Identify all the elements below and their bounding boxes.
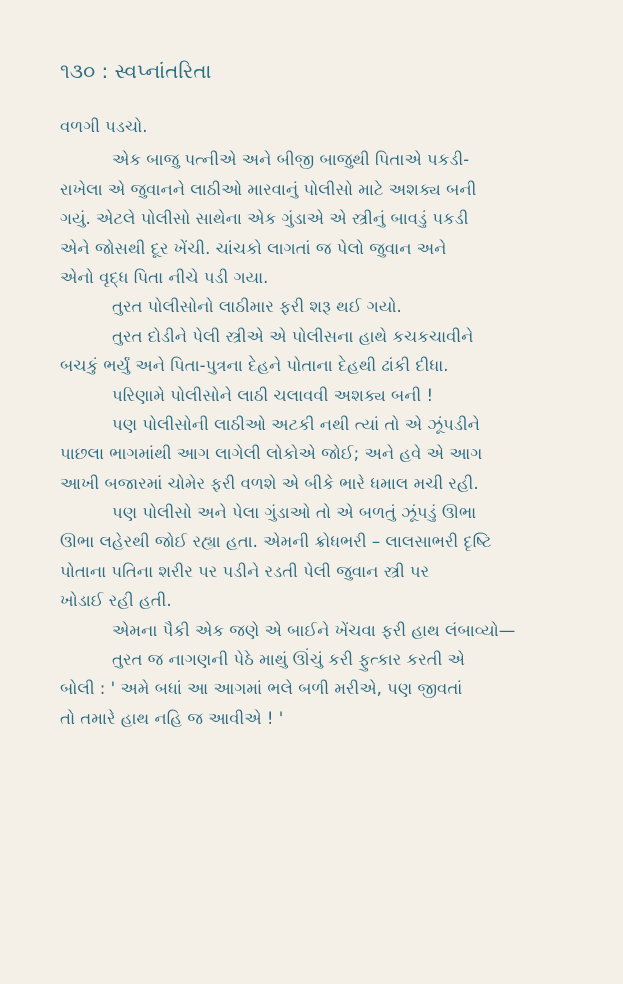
text-line: ખોડાઈ રહી હતી. bbox=[60, 591, 172, 611]
text-line: બચકું ભર્યું અને પિતા-પુત્રના દેહને પોતાના દેહથી ઢાંકી દીધા. bbox=[60, 356, 449, 376]
running-head: ૧૩૦ : સ્વપ્નાંતરિતા bbox=[60, 59, 212, 83]
text-line: તો તમારે હાથ નહિ જ આવીએ ! ' bbox=[60, 708, 284, 728]
text-line: વળગી પડચો. bbox=[60, 117, 148, 136]
text-line: પણ પોલીસો અને પેલા ગુંડાઓ તો એ બળતું ઝૂંપડું ઊભા bbox=[112, 503, 477, 523]
text-line: રાખેલા એ જુવાનને લાઠીઓ મારવાનું પોલીસો માટે અશક્ય બની bbox=[60, 179, 477, 199]
text-line: તુરત જ નાગણની પેઠે માથું ઊંચું કરી ફુત્કાર કરતી એ bbox=[112, 650, 465, 670]
text-line: ગયું. એટલે પોલીસો સાથેના એક ગુંડાએ એ સ્ત્રીનું બાવડું પકડી bbox=[60, 209, 469, 229]
text-line: તુરત દોડીને પેલી સ્ત્રીએ એ પોલીસના હાથે કચકચાવીને bbox=[112, 326, 474, 346]
text-line: એને જોસથી દૂર ખેંચી. ચાંચકો લાગતાં જ પેલો જુવાન અને bbox=[60, 238, 447, 258]
text-line: બોલી : ' અમે બધાં આ આગમાં ભલે બળી મરીએ, પણ જીવતાં bbox=[60, 679, 463, 699]
body-text bbox=[60, 112, 580, 733]
text-line: પાછલા ભાગમાંથી આગ લાગેલી લોકોએ જોઈ; અને હવે એ આગ bbox=[60, 444, 483, 464]
text-line: ઊભા લહેરથી જોઈ રહ્યા હતા. એમની ક્રોધભરી – લાલસાભરી દૃષ્ટિ bbox=[60, 532, 492, 552]
text-line: એમના પૈકી એક જણે એ બાઈને ખેંચવા ફરી હાથ લંબાવ્યો— bbox=[112, 620, 516, 640]
text-line: પરિણામે પોલીસોને લાઠી ચલાવવી અશક્ય બની ! bbox=[112, 385, 434, 405]
text-line: એક બાજુ પત્નીએ અને બીજી બાજુથી પિતાએ પકડી- bbox=[112, 150, 470, 170]
text-line: પણ પોલીસોની લાઠીઓ અટકી નથી ત્યાં તો એ ઝૂંપડીને bbox=[112, 414, 480, 434]
text-line: પોતાના પતિના શરીર પર પડીને રડતી પેલી જુવાન સ્ત્રી પર bbox=[60, 561, 430, 581]
text-line: તુરત પોલીસોનો લાઠીમાર ફરી શરૂ થઈ ગયો. bbox=[112, 297, 402, 317]
text-line: આખી બજારમાં ચોમેર ફરી વળશે એ બીકે ભારે ધમાલ મચી રહી. bbox=[60, 473, 479, 493]
header-wavy-rule bbox=[60, 86, 256, 92]
text-line: એનો વૃદ્ધ પિતા નીચે પડી ગયા. bbox=[60, 267, 269, 287]
